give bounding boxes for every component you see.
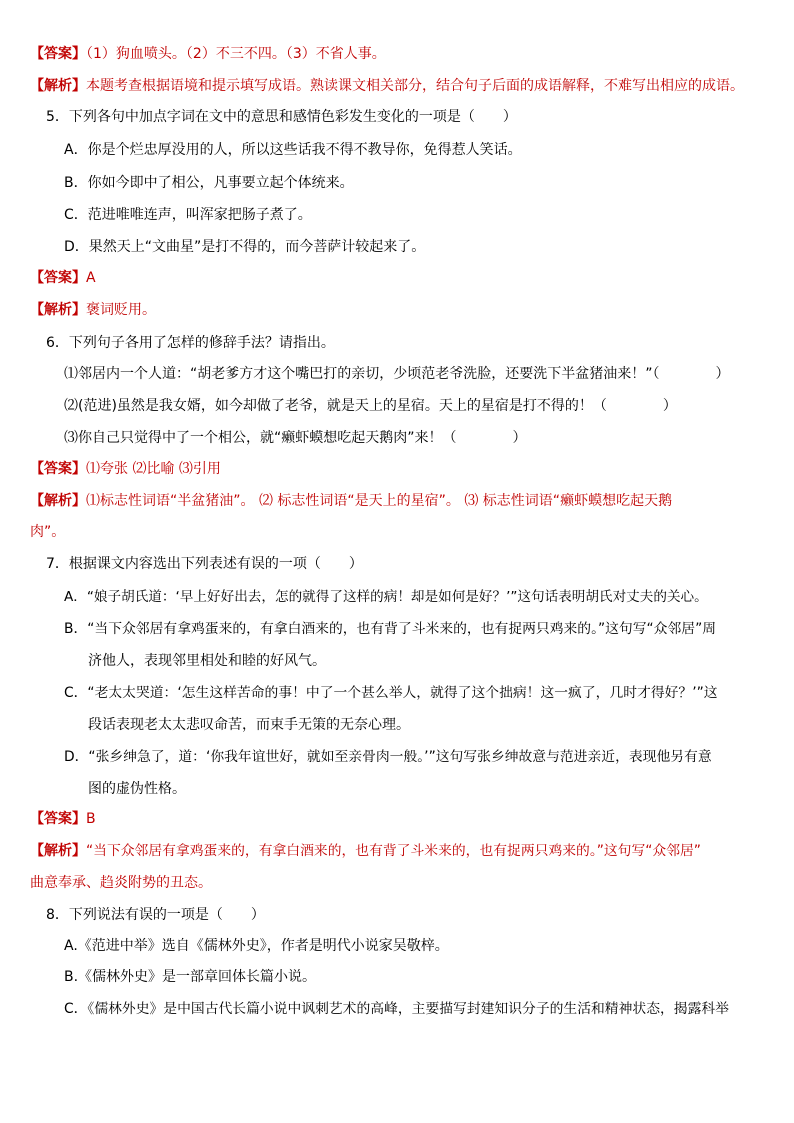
q6-answer-text: ⑴夸张 ⑵比喻 ⑶引用 bbox=[86, 461, 221, 477]
q4-answer-line bbox=[30, 44, 386, 64]
q5-analysis-text: 褒词贬用。 bbox=[86, 302, 156, 318]
q8-option-c: C．《儒林外史》是中国古代长篇小说中讽刺艺术的高峰，主要描写封建知识分子的生活和精神状态，揭露科举 bbox=[64, 1001, 729, 1017]
q7-option-c-line-1: C．“老太太哭道：‘怎生这样苦命的事！中了一个甚么举人，就得了这个拙病！这一疯了，几时才得好？’”这 bbox=[64, 685, 718, 701]
q7-option-b-line-2: 济他人，表现邻里相处和睦的好风气。 bbox=[88, 653, 326, 669]
q5-option-b: B．你如今即中了相公，凡事要立起个体统来。 bbox=[64, 175, 354, 191]
analysis-label: 【解析】 bbox=[30, 78, 86, 94]
q7-stem: 7．根据课文内容选出下列表述有误的一项（ ） bbox=[46, 556, 363, 572]
q8-option-a: A.《范进中举》选自《儒林外史》，作者是明代小说家吴敬梓。 bbox=[64, 938, 449, 954]
q7-option-b-line-1: B．“当下众邻居有拿鸡蛋来的，有拿白酒来的，也有背了斗米来的，也有捉两只鸡来的。”这句写“众邻居”周 bbox=[64, 621, 717, 637]
q4-answer-text: （1）狗血喷头。（2）不三不四。（3）不省人事。 bbox=[86, 46, 386, 62]
analysis-label: 【解析】 bbox=[30, 843, 86, 859]
q5-analysis-line bbox=[30, 300, 156, 320]
answer-label: 【答案】 bbox=[30, 811, 86, 827]
q7-answer-line bbox=[30, 809, 96, 829]
q5-option-d: D．果然天上“文曲星”是打不得的，而今菩萨计较起来了。 bbox=[64, 239, 426, 255]
q4-analysis-line bbox=[30, 76, 744, 96]
q7-answer-text: B bbox=[86, 811, 96, 827]
q5-answer-text: A bbox=[86, 270, 96, 286]
answer-label: 【答案】 bbox=[30, 461, 86, 477]
q7-option-c-line-2: 段话表现老太太悲叹命苦，而束手无策的无奈心理。 bbox=[88, 717, 410, 733]
q6-answer-line bbox=[30, 459, 221, 479]
q7-analysis-text-1: “当下众邻居有拿鸡蛋来的，有拿白酒来的，也有背了斗米来的，也有捉两只鸡来的。”这句写“众邻居” bbox=[86, 843, 701, 859]
q6-sentence-1: ⑴邻居内一个人道：“胡老爹方才这个嘴巴打的亲切，少顷范老爷洗脸，还要洗下半盆猪油来！”（ ） bbox=[64, 366, 730, 382]
q7-option-d-line-2: 图的虚伪性格。 bbox=[88, 781, 186, 797]
q7-option-d-line-1: D．“张乡绅急了，道：‘你我年谊世好，就如至亲骨肉一般。’”这句写张乡绅故意与范进亲近，表现他另有意 bbox=[64, 749, 712, 765]
q5-answer-line bbox=[30, 268, 96, 288]
q4-analysis-text: 本题考查根据语境和提示填写成语。熟读课文相关部分，结合句子后面的成语解释，不难写出相应的成语。 bbox=[86, 78, 744, 94]
q6-sentence-2: ⑵(范进)虽然是我女婿，如今却做了老爷，就是天上的星宿。天上的星宿是打不得的！（ ） bbox=[64, 398, 677, 414]
analysis-label: 【解析】 bbox=[30, 302, 86, 318]
q5-stem: 5．下列各句中加点字词在文中的意思和感情色彩发生变化的一项是（ ） bbox=[46, 109, 517, 125]
q6-analysis-line-2: 肉”。 bbox=[30, 524, 66, 540]
q8-option-b: B.《儒林外史》是一部章回体长篇小说。 bbox=[64, 969, 317, 985]
answer-label: 【答案】 bbox=[30, 270, 86, 286]
q6-sentence-3: ⑶你自己只觉得中了一个相公，就“癞虾蟆想吃起天鹅肉”来！（ ） bbox=[64, 430, 527, 446]
q6-analysis-text-1: ⑴标志性词语“半盆猪油”。 ⑵ 标志性词语“是天上的星宿”。 ⑶ 标志性词语“癞虾蟆想吃起天鹅 bbox=[86, 493, 673, 509]
q5-option-c: C．范进唯唯连声，叫浑家把肠子煮了。 bbox=[64, 207, 312, 223]
analysis-label: 【解析】 bbox=[30, 493, 86, 509]
q7-analysis-line-1 bbox=[30, 841, 701, 861]
answer-label: 【答案】 bbox=[30, 46, 86, 62]
q7-analysis-line-2: 曲意奉承、趋炎附势的丑态。 bbox=[30, 875, 212, 891]
q8-stem: 8．下列说法有误的一项是（ ） bbox=[46, 907, 265, 923]
q6-analysis-line-1 bbox=[30, 491, 672, 511]
q5-option-a: A．你是个烂忠厚没用的人，所以这些话我不得不教导你，免得惹人笑话。 bbox=[64, 142, 522, 158]
q7-option-a: A．“娘子胡氏道：‘早上好好出去，怎的就得了这样的病！却是如何是好？’”这句话表明胡氏对丈夫的关心。 bbox=[64, 589, 708, 605]
q6-stem: 6．下列句子各用了怎样的修辞手法？请指出。 bbox=[46, 335, 335, 351]
